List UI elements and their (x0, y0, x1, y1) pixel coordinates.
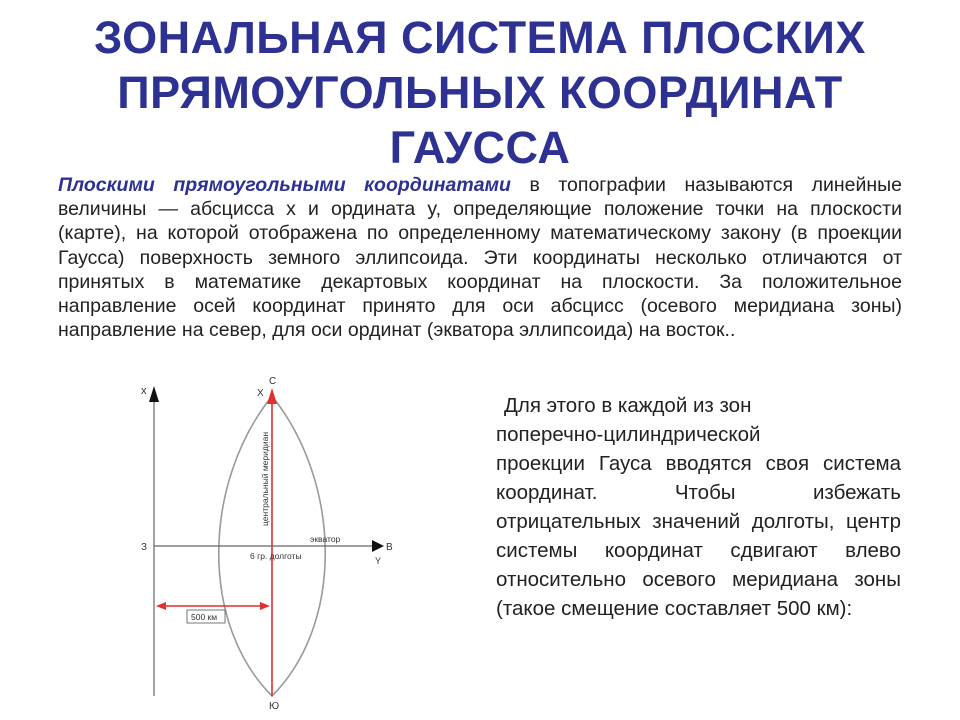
left-axis-label: x (141, 385, 147, 397)
intro-text: в топографии называются линейные величины — абсцисса x и ордината y, определяющие положение точки на плоскости (карте), на которой отображена по определенному математическому закону (в проекции Гаусса) поверхность земного эллипсоида. Эти координаты несколько отличаются от принятых в математике декартовых координат на плоскости. За положительное направление осей координат принято для оси абсцисс (осевого меридиана зоны) направление на север, для оси ординат (экватора эллипсоида) на восток.. (58, 174, 902, 342)
side-text-part-3: проекции Гауса вводятся своя система координат. Чтобы избежать отрицательных значений долготы, центр системы координат сдвигают влево относительно осевого меридиана зоны (такое смещение составляет 500 км): (496, 452, 901, 620)
title-line-1: ЗОНАЛЬНАЯ СИСТЕМА ПЛОСКИХ (94, 12, 866, 63)
meridian-x-label: X (257, 388, 264, 399)
west-label: З (141, 542, 148, 553)
side-text-part-1: Для этого в каждой из зон (504, 394, 752, 417)
intro-paragraph (58, 173, 902, 342)
intro-term: Плоскими прямоугольными координатами (58, 174, 511, 196)
title-line-2: ПРЯМОУГОЛЬНЫХ КООРДИНАТ (117, 67, 843, 118)
gauss-zone-diagram (132, 374, 402, 714)
central-meridian-arrow (267, 388, 277, 404)
side-text-part-2: поперечно-цилиндрической (496, 423, 761, 446)
central-meridian-label: центральный меридиан (260, 431, 270, 526)
slide-title (0, 10, 960, 175)
equator-axis-arrow (372, 540, 384, 552)
y-axis-label: Y (375, 556, 382, 566)
north-label: С (269, 376, 277, 387)
equator-label: экватор (310, 534, 341, 544)
offset-label: 500 км (191, 612, 218, 622)
east-label: В (386, 542, 393, 553)
title-line-3: ГАУССА (389, 122, 571, 173)
offset-arrow-right (260, 602, 270, 610)
offset-arrow-left (156, 602, 166, 610)
longitude-label: 6 гр. долготы (250, 551, 302, 561)
side-paragraph (496, 391, 901, 623)
left-x-axis-arrow (149, 386, 159, 402)
south-label: Ю (269, 701, 280, 712)
